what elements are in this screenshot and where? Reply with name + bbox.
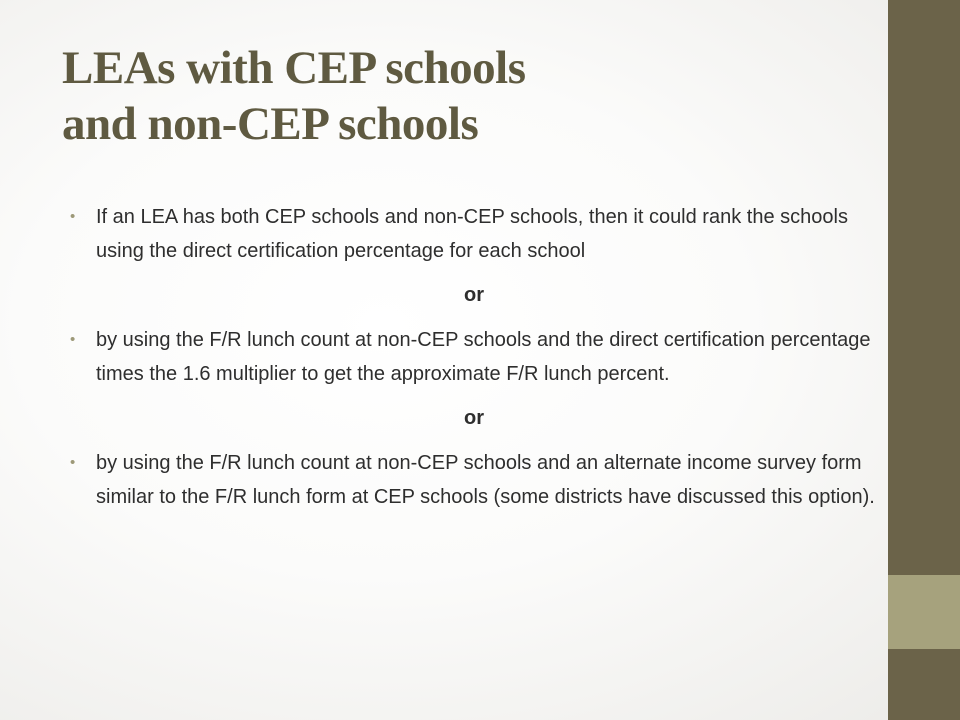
bullet-text-1: If an LEA has both CEP schools and non-CEP schools, then it could rank the schools using the direct certification percentage for each school (96, 206, 848, 262)
bullet-item-3 (70, 446, 878, 514)
bullet-text-2: by using the F/R lunch count at non-CEP schools and the direct certification percentage times the 1.6 multiplier to get the approximate F/R lunch percent. (96, 329, 871, 385)
slide-title-line-1: LEAs with CEP schools (62, 42, 526, 94)
slide-title (62, 40, 862, 152)
bullet-item-1 (70, 200, 878, 268)
bullet-item-2 (70, 323, 878, 391)
decorative-sidebar (888, 0, 960, 720)
or-connector-1: or (464, 284, 484, 306)
sidebar-band-top (888, 0, 960, 575)
bullet-dot-icon: • (70, 454, 76, 471)
or-connector-2: or (464, 407, 484, 429)
sidebar-band-accent (888, 575, 960, 649)
slide-body (70, 200, 878, 514)
bullet-text-3: by using the F/R lunch count at non-CEP schools and an alternate income survey form similar to the F/R lunch form at CEP schools (some districts have discussed this option). (96, 452, 875, 508)
sidebar-band-bottom (888, 649, 960, 720)
bullet-dot-icon: • (70, 331, 76, 348)
slide-title-line-2: and non-CEP schools (62, 98, 479, 150)
bullet-dot-icon: • (70, 208, 76, 225)
